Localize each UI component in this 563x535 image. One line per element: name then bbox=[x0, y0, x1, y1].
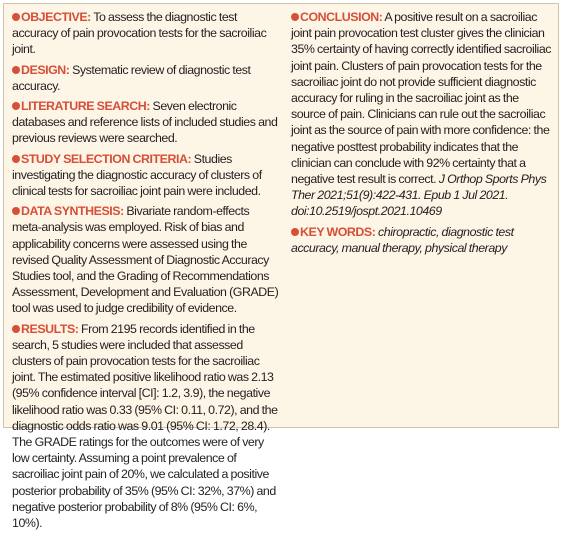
design-bullet-icon bbox=[12, 66, 20, 74]
design-text: Systematic review of diagnostic test accuracy. bbox=[12, 62, 251, 93]
results-bullet-icon bbox=[12, 325, 20, 333]
conclusion-section bbox=[291, 9, 554, 220]
abstract-column-right bbox=[291, 9, 554, 260]
keywords-bullet-icon bbox=[291, 228, 299, 236]
citation-text: J Orthop Sports Phys Ther 2021;51(9):422-431. Epub 1 Jul 2021. doi:10.2519/jospt.2021.10469 bbox=[291, 172, 547, 219]
results-text: From 2195 records identified in the search, 5 studies were included that assessed clusters of pain provocation tests for the sacroiliac joint. The estimated positive likelihood ratio was 2.13 (95% confidence interval [CI]: 1.2, 3.9), the negative likelihood ratio was 0.33 (95% CI: 0.11, 0.72), and the diagnostic odds ratio was 9.01 (95% CI: 1.72, 28.4). The GRADE ratings for the outcomes were of very low certainty. Assuming a point prevalence of sacroiliac joint pain of 20%, we calculated a positive posterior probability of 35% (95% CI: 32%, 37%) and negative posterior probability of 8% (95% CI: 6%, 10%). bbox=[12, 321, 278, 531]
literature-search-heading: LITERATURE SEARCH: bbox=[21, 99, 150, 114]
study-selection-heading: STUDY SELECTION CRITERIA: bbox=[21, 151, 192, 166]
conclusion-bullet-icon bbox=[291, 13, 299, 21]
objective-section bbox=[12, 9, 280, 58]
objective-bullet-icon bbox=[12, 13, 20, 21]
design-section bbox=[12, 62, 280, 94]
results-section bbox=[12, 321, 280, 532]
literature-search-text: Seven electronic databases and reference lists of included studies and previous reviews were searched. bbox=[12, 99, 278, 146]
data-synthesis-section bbox=[12, 203, 280, 316]
keywords-section bbox=[291, 224, 554, 256]
literature-search-section bbox=[12, 98, 280, 147]
results-heading: RESULTS: bbox=[21, 321, 79, 336]
conclusion-heading: CONCLUSION: bbox=[300, 10, 383, 24]
keywords-heading: KEY WORDS: bbox=[300, 224, 376, 239]
keywords-text: chiropractic, diagnostic test accuracy, manual therapy, physical therapy bbox=[291, 224, 514, 255]
abstract-column-left bbox=[12, 9, 280, 535]
abstract-box bbox=[3, 3, 559, 531]
study-selection-section bbox=[12, 151, 280, 200]
literature-search-bullet-icon bbox=[12, 102, 20, 110]
data-synthesis-text: Bivariate random-effects meta-analysis was employed. Risk of bias and applicability concerns were assessed using the revised Quality Assessment of Diagnostic Accuracy Studies tool, and the Grading of Recommendations Assessment, Development and Evaluation (GRADE) tool was used to judge credibility of evidence. bbox=[12, 204, 279, 316]
conclusion-text: A positive result on a sacroiliac joint pain provocation test cluster gives the clinician 35% certainty of having correctly identified sacroiliac joint pain. Clusters of pain provocation tests for the sacroiliac joint do not provide sufficient diagnostic accuracy for ruling in the sacroiliac joint as the source of pain. Clinicians can rule out the sacroiliac joint as the source of pain with more confidence: the negative posttest probability indicates that the clinician can conclude with 92% certainty that a negative test result is correct. bbox=[291, 10, 552, 187]
data-synthesis-heading: DATA SYNTHESIS: bbox=[21, 204, 124, 219]
study-selection-text: Studies investigating the diagnostic accuracy of clusters of clinical tests for sacroiliac joint pain were included. bbox=[12, 151, 262, 199]
objective-heading: OBJECTIVE: bbox=[21, 10, 91, 24]
objective-text: To assess the diagnostic test accuracy of pain provocation tests for the sacroiliac joint. bbox=[12, 10, 267, 57]
data-synthesis-bullet-icon bbox=[12, 207, 20, 215]
study-selection-bullet-icon bbox=[12, 155, 20, 163]
design-heading: DESIGN: bbox=[21, 62, 70, 77]
